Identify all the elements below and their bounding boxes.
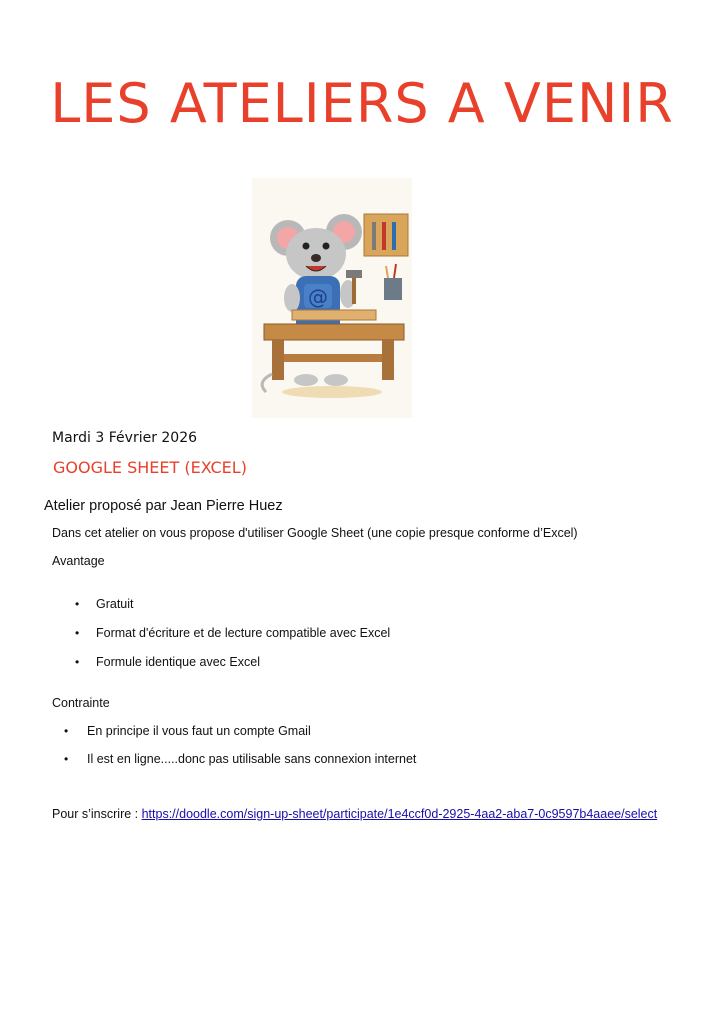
event-subtitle: GOOGLE SHEET (EXCEL) xyxy=(53,458,247,477)
bullet-icon: • xyxy=(75,655,80,669)
bullet-icon: • xyxy=(64,724,69,738)
bullet-icon: • xyxy=(75,597,80,611)
bullet-icon: • xyxy=(64,752,69,766)
signup-link[interactable]: https://doodle.com/sign-up-sheet/participate/1e4ccf0d-2925-4aa2-aba7-0c9597b4aaee/select xyxy=(141,807,658,821)
list-item: • Gratuit xyxy=(75,597,134,611)
advantages-label: Avantage xyxy=(52,554,105,568)
signup-line xyxy=(52,807,657,821)
list-item: • Il est en ligne.....donc pas utilisable sans connexion internet xyxy=(64,752,417,766)
list-item: • Format d'écriture et de lecture compatible avec Excel xyxy=(75,626,391,640)
list-item: • En principe il vous faut un compte Gmail xyxy=(64,724,311,738)
event-date: Mardi 3 Février 2026 xyxy=(52,430,198,446)
mouse-carpenter-illustration xyxy=(252,178,412,418)
constraints-list xyxy=(64,724,417,780)
presenter-line: Atelier proposé par Jean Pierre Huez xyxy=(44,498,283,514)
constraints-label: Contrainte xyxy=(52,696,110,710)
signup-label: Pour s’inscrire : xyxy=(52,807,142,821)
intro-paragraph: Dans cet atelier on vous propose d'utiliser Google Sheet (une copie presque conforme d’Excel) xyxy=(52,526,578,540)
list-item: • Formule identique avec Excel xyxy=(75,655,260,669)
advantages-list xyxy=(75,597,391,684)
bullet-icon: • xyxy=(75,626,80,640)
at-sign-badge: @ xyxy=(308,285,328,309)
page-title: LES ATELIERS A VENIR xyxy=(50,72,674,135)
